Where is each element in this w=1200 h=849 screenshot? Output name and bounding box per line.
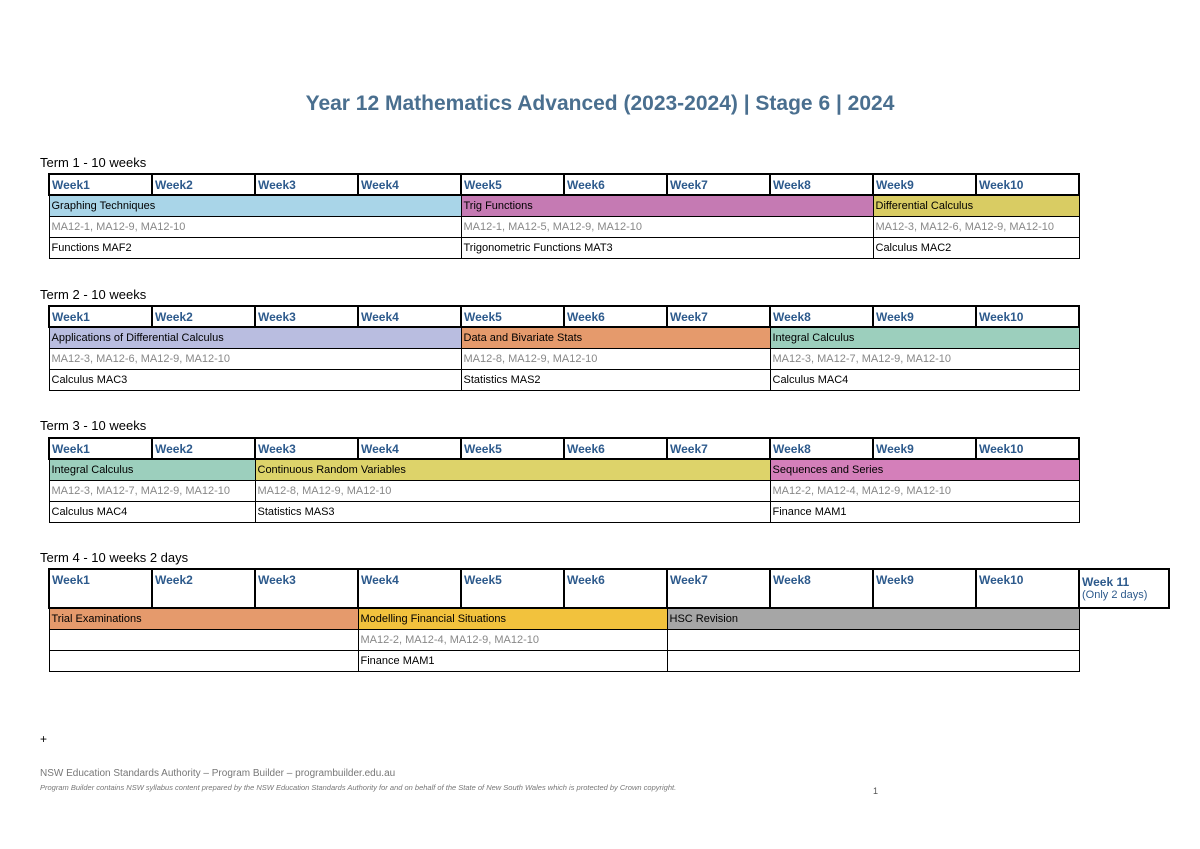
week-8-header: Week8 bbox=[770, 174, 873, 195]
topic-row bbox=[49, 502, 1079, 523]
week-8-header: Week8 bbox=[770, 306, 873, 327]
topic-name: Statistics MAS2 bbox=[461, 370, 770, 391]
week-4-header: Week4 bbox=[358, 438, 461, 459]
topic-name: Finance MAM1 bbox=[770, 502, 1079, 523]
week-5-header: Week5 bbox=[461, 174, 564, 195]
topic-name: Calculus MAC3 bbox=[49, 370, 461, 391]
outcome-codes: MA12-3, MA12-6, MA12-9, MA12-10 bbox=[873, 217, 1079, 238]
week-2-header: Week2 bbox=[152, 174, 255, 195]
term-3-label: Term 3 - 10 weeks bbox=[40, 418, 147, 433]
week-3-header: Week3 bbox=[255, 174, 358, 195]
topic-name bbox=[49, 651, 358, 672]
topic-name: Calculus MAC4 bbox=[49, 502, 255, 523]
outcome-codes-row bbox=[49, 481, 1079, 502]
week-6-header: Week6 bbox=[564, 306, 667, 327]
unit-row bbox=[49, 195, 1079, 217]
outcome-codes: MA12-2, MA12-4, MA12-9, MA12-10 bbox=[358, 630, 667, 651]
anchor-marker: + bbox=[40, 732, 48, 746]
week-2-header: Week2 bbox=[152, 306, 255, 327]
unit-name: HSC Revision bbox=[667, 608, 1079, 630]
topic-name: Finance MAM1 bbox=[358, 651, 667, 672]
week-7-header: Week7 bbox=[667, 306, 770, 327]
week-4-header: Week4 bbox=[358, 306, 461, 327]
week-9-header: Week9 bbox=[873, 306, 976, 327]
week-3-header: Week3 bbox=[255, 306, 358, 327]
unit-row bbox=[49, 327, 1079, 349]
footer-source: NSW Education Standards Authority – Program Builder – programbuilder.edu.au bbox=[40, 768, 396, 779]
week-6-header: Week6 bbox=[564, 174, 667, 195]
outcome-codes-row bbox=[49, 217, 1079, 238]
week-9-header: Week9 bbox=[873, 438, 976, 459]
outcome-codes bbox=[49, 630, 358, 651]
week-5-header: Week5 bbox=[461, 438, 564, 459]
unit-name: Integral Calculus bbox=[49, 459, 255, 481]
term-1-table bbox=[48, 173, 1080, 259]
week-2-header: Week2 bbox=[152, 569, 255, 608]
topic-row bbox=[49, 370, 1079, 391]
unit-name: Trig Functions bbox=[461, 195, 873, 217]
week-7-header: Week7 bbox=[667, 569, 770, 608]
topic-row bbox=[49, 238, 1079, 259]
week-11-header bbox=[1079, 569, 1169, 608]
week-8-header: Week8 bbox=[770, 438, 873, 459]
topic-name: Functions MAF2 bbox=[49, 238, 461, 259]
topic-name: Trigonometric Functions MAT3 bbox=[461, 238, 873, 259]
unit-name: Modelling Financial Situations bbox=[358, 608, 667, 630]
outcome-codes: MA12-3, MA12-7, MA12-9, MA12-10 bbox=[770, 349, 1079, 370]
week-3-header: Week3 bbox=[255, 569, 358, 608]
unit-name: Sequences and Series bbox=[770, 459, 1079, 481]
empty-cell bbox=[1079, 608, 1169, 630]
topic-name: Calculus MAC2 bbox=[873, 238, 1079, 259]
outcome-codes-row bbox=[49, 349, 1079, 370]
empty-cell bbox=[1079, 630, 1169, 651]
week-header-row bbox=[49, 438, 1079, 459]
unit-row bbox=[49, 608, 1169, 630]
page-title: Year 12 Mathematics Advanced (2023-2024) | Stage 6 | 2024 bbox=[305, 92, 895, 115]
week-5-header: Week5 bbox=[461, 569, 564, 608]
term-4-label: Term 4 - 10 weeks 2 days bbox=[40, 550, 189, 565]
week-5-header: Week5 bbox=[461, 306, 564, 327]
week-6-header: Week6 bbox=[564, 569, 667, 608]
week-1-header: Week1 bbox=[49, 569, 152, 608]
week-11-label: Week 11 bbox=[1082, 574, 1130, 589]
week-2-header: Week2 bbox=[152, 438, 255, 459]
week-11-note: (Only 2 days) bbox=[1082, 588, 1148, 601]
week-header-row bbox=[49, 174, 1079, 195]
week-10-header: Week10 bbox=[976, 569, 1079, 608]
outcome-codes: MA12-1, MA12-5, MA12-9, MA12-10 bbox=[461, 217, 873, 238]
week-9-header: Week9 bbox=[873, 174, 976, 195]
topic-name: Calculus MAC4 bbox=[770, 370, 1079, 391]
week-6-header: Week6 bbox=[564, 438, 667, 459]
page-number: 1 bbox=[873, 786, 879, 796]
unit-name: Continuous Random Variables bbox=[255, 459, 770, 481]
week-10-header: Week10 bbox=[976, 174, 1079, 195]
week-9-header: Week9 bbox=[873, 569, 976, 608]
term-2-table bbox=[48, 305, 1080, 391]
unit-name: Trial Examinations bbox=[49, 608, 358, 630]
outcome-codes: MA12-1, MA12-9, MA12-10 bbox=[49, 217, 461, 238]
outcome-codes: MA12-3, MA12-6, MA12-9, MA12-10 bbox=[49, 349, 461, 370]
unit-name: Differential Calculus bbox=[873, 195, 1079, 217]
week-1-header: Week1 bbox=[49, 438, 152, 459]
topic-row bbox=[49, 651, 1169, 672]
outcome-codes: MA12-3, MA12-7, MA12-9, MA12-10 bbox=[49, 481, 255, 502]
week-1-header: Week1 bbox=[49, 174, 152, 195]
term-3-table bbox=[48, 437, 1080, 523]
week-10-header: Week10 bbox=[976, 438, 1079, 459]
week-7-header: Week7 bbox=[667, 438, 770, 459]
term-2-label: Term 2 - 10 weeks bbox=[40, 287, 147, 302]
week-8-header: Week8 bbox=[770, 569, 873, 608]
topic-name: Statistics MAS3 bbox=[255, 502, 770, 523]
week-7-header: Week7 bbox=[667, 174, 770, 195]
unit-name: Data and Bivariate Stats bbox=[461, 327, 770, 349]
unit-row bbox=[49, 459, 1079, 481]
unit-name: Integral Calculus bbox=[770, 327, 1079, 349]
term-4-table bbox=[48, 568, 1170, 672]
topic-name bbox=[667, 651, 1079, 672]
week-header-row bbox=[49, 306, 1079, 327]
empty-cell bbox=[1079, 651, 1169, 672]
unit-name: Applications of Differential Calculus bbox=[49, 327, 461, 349]
footer-copyright: Program Builder contains NSW syllabus content prepared by the NSW Education Standards Authority for and on behalf of the State of New South Wales which is protected by Crown copyright. bbox=[40, 783, 677, 792]
week-header-row bbox=[49, 569, 1169, 608]
week-4-header: Week4 bbox=[358, 174, 461, 195]
unit-name: Graphing Techniques bbox=[49, 195, 461, 217]
week-10-header: Week10 bbox=[976, 306, 1079, 327]
outcome-codes bbox=[667, 630, 1079, 651]
week-4-header: Week4 bbox=[358, 569, 461, 608]
week-1-header: Week1 bbox=[49, 306, 152, 327]
outcome-codes: MA12-8, MA12-9, MA12-10 bbox=[255, 481, 770, 502]
week-3-header: Week3 bbox=[255, 438, 358, 459]
term-1-label: Term 1 - 10 weeks bbox=[40, 155, 147, 170]
outcome-codes: MA12-2, MA12-4, MA12-9, MA12-10 bbox=[770, 481, 1079, 502]
outcome-codes-row bbox=[49, 630, 1169, 651]
outcome-codes: MA12-8, MA12-9, MA12-10 bbox=[461, 349, 770, 370]
